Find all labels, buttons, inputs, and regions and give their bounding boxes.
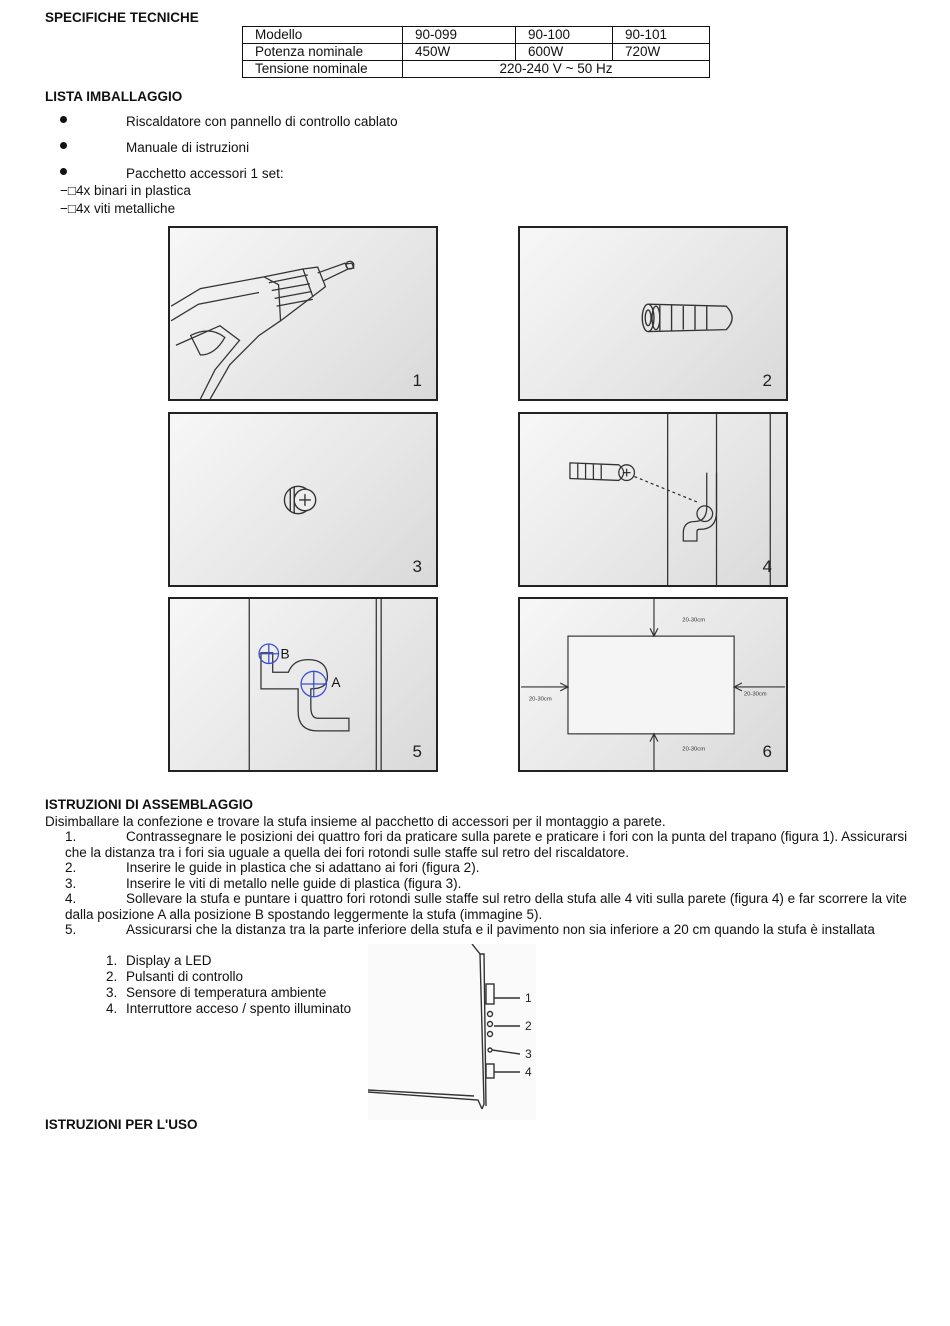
figure-number: 3 <box>412 557 422 576</box>
control-label: Pulsanti di controllo <box>126 969 244 984</box>
step-text: Sollevare la stufa e puntare i quattro fori rotondi sulle staffe sul retro della stufa alle 4 viti sulla parete (figura 4) e far scorrere la vite <box>126 891 907 906</box>
assembly-heading: ISTRUZIONI DI ASSEMBLAGGIO <box>45 797 254 812</box>
table-row <box>243 44 710 61</box>
table-cell: 720W <box>613 44 710 61</box>
assembly-intro: Disimballare la confezione e trovare la stufa insieme al pacchetto di accessori per il montaggio a parete. <box>45 814 666 829</box>
clearance-right: 20-30cm <box>743 691 767 698</box>
figure-number: 6 <box>762 742 772 761</box>
figure-number: 5 <box>412 742 422 761</box>
slot-mark-a: A <box>331 674 341 690</box>
table-row <box>243 61 710 78</box>
bullet-icon <box>60 116 67 123</box>
callout-label: 1 <box>525 991 532 1005</box>
step-text: Assicurarsi che la distanza tra la parte inferiore della stufa e il pavimento non sia inferiore a 20 cm quando la stufa è installata <box>126 922 875 937</box>
step-text: Inserire le guide in plastica che si adattano ai fori (figura 2). <box>126 860 480 875</box>
usage-heading: ISTRUZIONI PER L'USO <box>45 1117 198 1132</box>
control-number: 3. <box>106 985 118 1000</box>
list-item: Riscaldatore con pannello di controllo cablato <box>126 114 398 129</box>
step-text: dalla posizione A alla posizione B spostando leggermente la stufa (immagine 5). <box>65 907 543 922</box>
clearance-bottom: 20-30cm <box>682 746 706 753</box>
control-panel-diagram <box>368 944 536 1120</box>
clearance-top: 20-30cm <box>682 617 706 624</box>
wall-plug-illustration <box>520 228 786 399</box>
control-number: 2. <box>106 969 118 984</box>
table-cell: 90-100 <box>516 27 613 44</box>
sub-list-item: −□4x viti metalliche <box>60 201 176 216</box>
step-text: Inserire le viti di metallo nelle guide di plastica (figura 3). <box>126 876 462 891</box>
bracket-illustration <box>520 414 786 585</box>
step-text: Contrassegnare le posizioni dei quattro fori da praticare sulla parete e praticare i fori con la punta del trapano (figura 1). Assicurarsi <box>126 829 908 844</box>
clearance-left: 20-30cm <box>528 696 552 703</box>
slot-mark-b: B <box>280 646 290 662</box>
table-row <box>243 27 710 44</box>
control-number: 4. <box>106 1001 118 1016</box>
step-text: che la distanza tra i fori sia uguale a quella dei fori rotondi sulle staffe sul retro del riscaldatore. <box>65 845 630 860</box>
callout-label: 3 <box>525 1047 532 1061</box>
table-cell: Modello <box>243 27 403 44</box>
heater-side-illustration <box>368 944 536 1120</box>
table-cell: 90-099 <box>403 27 516 44</box>
figure-4-mount <box>518 412 788 587</box>
table-cell: 450W <box>403 44 516 61</box>
control-label: Interruttore acceso / spento illuminato <box>126 1001 352 1016</box>
step-number: 1. <box>65 829 77 844</box>
bullet-icon <box>60 168 67 175</box>
sub-list-item: −□4x binari in plastica <box>60 183 191 198</box>
figure-3-screw <box>168 412 438 587</box>
step-number: 5. <box>65 922 77 937</box>
callout-label: 4 <box>525 1065 532 1079</box>
list-item: Pacchetto accessori 1 set: <box>126 166 284 181</box>
figure-5-slot <box>168 597 438 772</box>
table-cell: 600W <box>516 44 613 61</box>
specs-heading: SPECIFICHE TECNICHE <box>45 10 199 25</box>
control-label: Sensore di temperatura ambiente <box>126 985 327 1000</box>
control-label: Display a LED <box>126 953 212 968</box>
packing-heading: LISTA IMBALLAGGIO <box>45 89 183 104</box>
figure-2-plug <box>518 226 788 401</box>
slot-illustration <box>170 599 436 770</box>
table-cell: Potenza nominale <box>243 44 403 61</box>
figure-6-clearance <box>518 597 788 772</box>
drill-illustration <box>170 228 436 399</box>
figure-number: 2 <box>762 371 772 390</box>
bullet-icon <box>60 142 67 149</box>
callout-label: 2 <box>525 1019 532 1033</box>
step-number: 2. <box>65 860 77 875</box>
table-cell: Tensione nominale <box>243 61 403 78</box>
table-cell: 220-240 V ~ 50 Hz <box>403 61 710 78</box>
figure-number: 4 <box>762 557 772 576</box>
step-number: 4. <box>65 891 77 906</box>
list-item: Manuale di istruzioni <box>126 140 250 155</box>
clearance-illustration <box>520 599 786 770</box>
control-number: 1. <box>106 953 118 968</box>
specs-table <box>242 26 710 78</box>
figure-number: 1 <box>412 371 422 390</box>
step-number: 3. <box>65 876 77 891</box>
table-cell: 90-101 <box>613 27 710 44</box>
screw-illustration <box>170 414 436 585</box>
figure-1-drill <box>168 226 438 401</box>
